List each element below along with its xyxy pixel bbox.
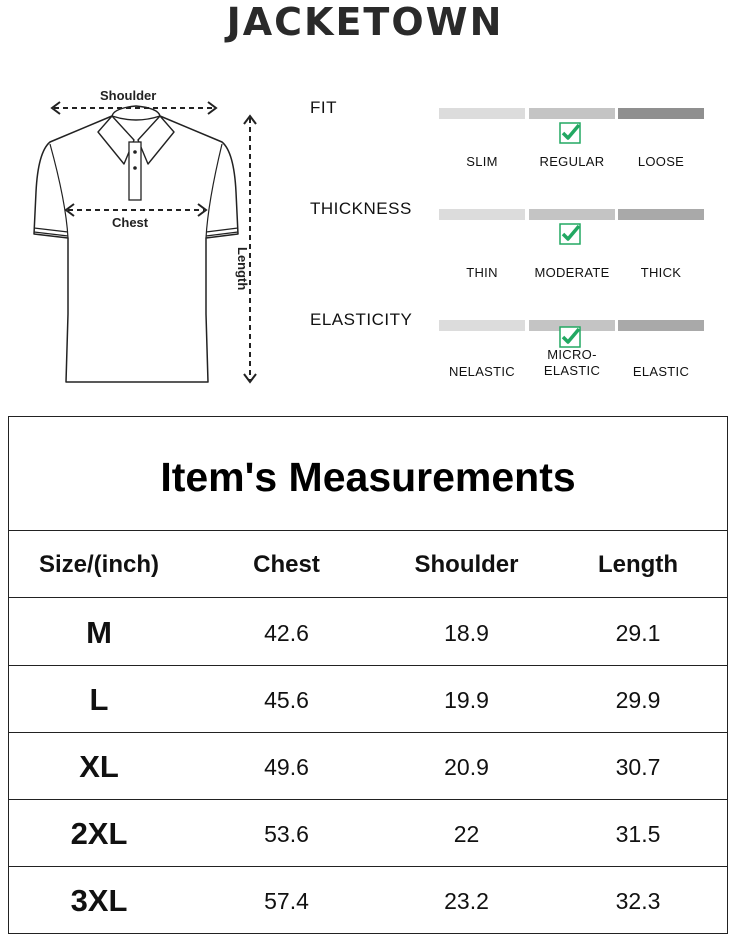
elasticity-bar-nelastic — [439, 320, 525, 331]
header-chest: Chest — [253, 551, 320, 578]
fit-bar-slim — [439, 108, 525, 119]
thickness-option-thin: THIN — [466, 265, 498, 280]
shoulder-cell: 20.9 — [444, 754, 489, 780]
fit-option-regular: REGULAR — [539, 154, 605, 169]
length-cell: 32.3 — [615, 888, 661, 914]
thickness-bar-thick — [618, 209, 704, 220]
length-cell: 29.1 — [615, 620, 661, 646]
thickness-scale — [300, 199, 720, 289]
length-cell: 31.5 — [615, 821, 661, 847]
fit-selected-check-icon — [559, 122, 581, 144]
elasticity-option-elastic: ELASTIC — [632, 364, 690, 379]
header-shoulder: Shoulder — [414, 551, 519, 578]
thickness-option-thick: THICK — [640, 265, 682, 280]
shoulder-cell: 18.9 — [444, 620, 489, 646]
fit-option-slim: SLIM — [466, 154, 498, 169]
elasticity-bar-elastic — [618, 320, 704, 331]
elasticity-option-nelastic: NELASTIC — [449, 364, 515, 379]
table-title: Item's Measurements — [9, 417, 727, 531]
length-label: Length — [235, 247, 250, 291]
thickness-label: THICKNESS — [310, 199, 412, 218]
table-row — [9, 665, 727, 733]
fit-bar-loose — [618, 108, 704, 119]
header-length: Length — [598, 551, 678, 578]
chest-cell: 57.4 — [264, 888, 309, 914]
table-row — [9, 598, 727, 666]
fit-label: FIT — [310, 98, 337, 117]
fabric-attributes — [300, 92, 720, 392]
chest-label: Chest — [112, 215, 149, 230]
size-cell: 3XL — [70, 883, 128, 918]
header-size: Size/(inch) — [38, 551, 159, 578]
brand-logo: JACKETOWN — [226, 0, 504, 44]
elasticity-scale — [300, 310, 720, 400]
elasticity-option-micro-elastic: MICRO- ELASTIC — [543, 347, 601, 378]
table-row — [9, 799, 727, 867]
size-cell: M — [86, 615, 112, 650]
chest-cell: 53.6 — [264, 821, 309, 847]
size-cell: L — [89, 682, 109, 717]
table-header-row — [9, 530, 727, 598]
shoulder-cell: 23.2 — [444, 888, 489, 914]
length-cell: 30.7 — [615, 754, 661, 780]
polo-shirt-icon — [28, 82, 290, 392]
elasticity-label: ELASTICITY — [310, 310, 413, 329]
thickness-option-moderate: MODERATE — [534, 265, 610, 280]
fit-scale — [300, 98, 720, 188]
thickness-bar-thin — [439, 209, 525, 220]
shoulder-cell: 19.9 — [444, 687, 489, 713]
shoulder-label: Shoulder — [100, 88, 157, 103]
chest-cell: 42.6 — [264, 620, 309, 646]
shoulder-cell: 22 — [453, 821, 480, 847]
size-cell: 2XL — [70, 816, 128, 851]
measurements-table — [8, 416, 728, 934]
table-row — [9, 732, 727, 800]
fit-bar-regular — [529, 108, 615, 119]
thickness-selected-check-icon — [559, 223, 581, 245]
elasticity-selected-check-icon — [559, 326, 581, 348]
length-cell: 29.9 — [615, 687, 661, 713]
table-row — [9, 866, 727, 933]
thickness-bar-moderate — [529, 209, 615, 220]
shirt-size-diagram — [28, 82, 290, 392]
chest-cell: 49.6 — [264, 754, 309, 780]
size-cell: XL — [79, 749, 119, 784]
fit-option-loose: LOOSE — [637, 154, 685, 169]
chest-cell: 45.6 — [264, 687, 309, 713]
